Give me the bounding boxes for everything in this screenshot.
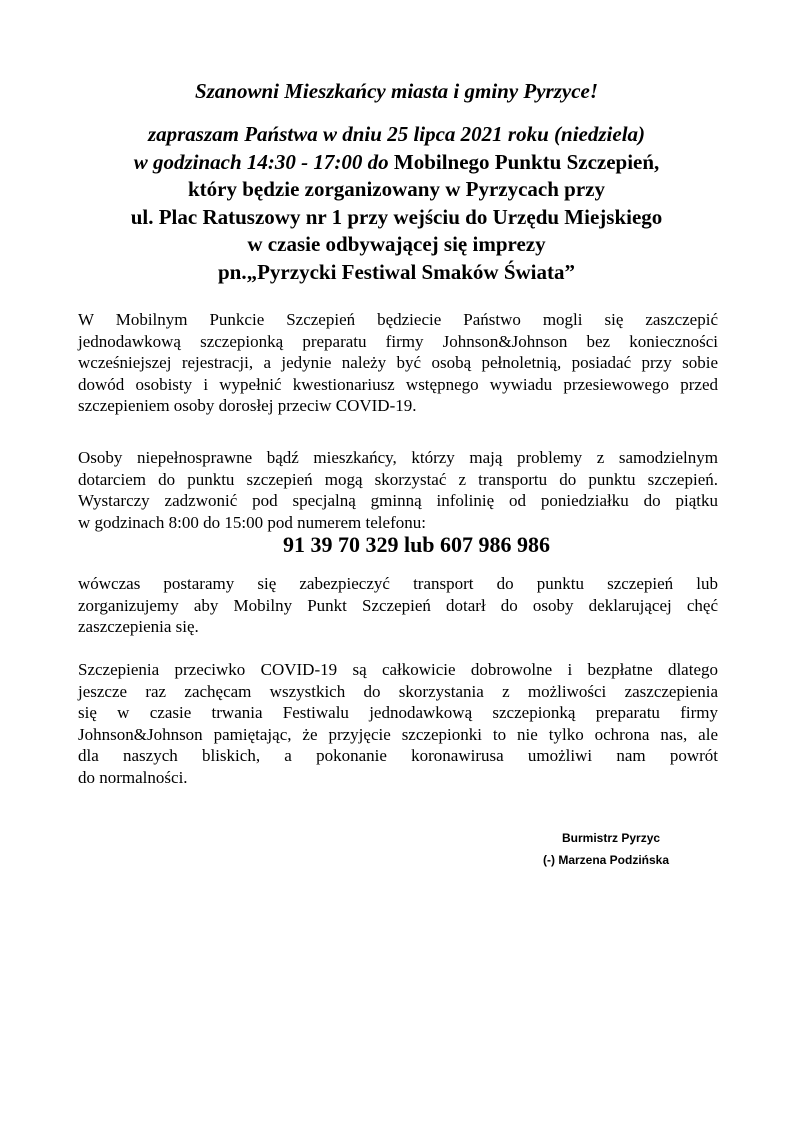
paragraph-line: Johnson&Johnson pamiętając, że przyjęcie szczepionki to nie tylko ochrona nas, ale xyxy=(78,724,718,744)
invitation-block xyxy=(0,121,793,286)
paragraph-line: zorganizujemy aby Mobilny Punkt Szczepień dotarł do osoby deklarującej chęć xyxy=(78,595,718,615)
paragraph-line: zaszczepienia się. xyxy=(78,617,199,636)
paragraph-line: dotarciem do punktu szczepień mogą skorzystać z transportu do punktu szczepień. xyxy=(78,469,718,489)
phone-numbers: 91 39 70 329 lub 607 986 986 xyxy=(282,532,551,557)
paragraph-line: jednodawkową szczepionką preparatu firmy Johnson&Johnson bez konieczności xyxy=(78,331,718,351)
signature-name: (-) Marzena Podzińska xyxy=(543,853,670,867)
paragraph-line: w godzinach 8:00 do 15:00 pod numerem telefonu: xyxy=(78,512,426,532)
paragraph-transport-info xyxy=(78,447,718,533)
invitation-text-run: ul. Plac Ratuszowy nr 1 przy wejściu do Urzędu Miejskiego xyxy=(130,204,663,229)
invitation-text-run: pn.„Pyrzycki Festiwal Smaków Świata” xyxy=(218,259,575,284)
paragraph-voluntary-vaccination xyxy=(78,659,718,788)
paragraph-line: szczepieniem osoby dorosłej przeciw COVID-19. xyxy=(78,396,417,415)
invitation-text-run: w godzinach 14:30 - 17:00 do xyxy=(133,149,394,174)
invitation-line xyxy=(0,231,793,259)
paragraph-line: Wystarczy zadzwonić pod specjalną gminną infolinię od poniedziałku do piątku xyxy=(78,491,718,510)
paragraph-line: do normalności. xyxy=(78,767,188,787)
invitation-text-run: Mobilnego Punktu Szczepień, xyxy=(393,149,660,174)
invitation-line xyxy=(0,259,793,287)
paragraph-line: się w czasie trwania Festiwalu jednodawkową szczepionką preparatu firmy xyxy=(78,703,718,722)
invitation-text-run: zapraszam Państwa w dniu 25 lipca 2021 roku (niedziela) xyxy=(147,122,646,146)
invitation-line xyxy=(0,121,793,149)
signature-title: Burmistrz Pyrzyc xyxy=(562,831,661,845)
invitation-text-run: który będzie zorganizowany w Pyrzycach przy xyxy=(188,177,605,201)
paragraph-line: Osoby niepełnosprawne bądź mieszkańcy, którzy mają problemy z samodzielnym xyxy=(78,448,718,467)
invitation-line xyxy=(0,176,793,204)
paragraph-transport-followup xyxy=(78,573,718,638)
paragraph-vaccination-info xyxy=(78,309,718,417)
greeting-heading: Szanowni Mieszkańcy miasta i gminy Pyrzyce! xyxy=(194,79,599,103)
invitation-line xyxy=(0,204,793,232)
paragraph-line: wcześniejszej rejestracji, a jedynie należy być osobą pełnoletnią, posiadać przy sobie xyxy=(78,353,718,372)
paragraph-line: wówczas postaramy się zabezpieczyć transport do punktu szczepień lub xyxy=(78,574,718,593)
invitation-line xyxy=(0,149,793,177)
paragraph-line: Szczepienia przeciwko COVID-19 są całkowicie dobrowolne i bezpłatne dlatego xyxy=(78,660,718,679)
paragraph-line: W Mobilnym Punkcie Szczepień będziecie Państwo mogli się zaszczepić xyxy=(78,310,718,329)
paragraph-line: dla naszych bliskich, a pokonanie koronawirusa umożliwi nam powrót xyxy=(78,746,718,765)
paragraph-line: dowód osobisty i wypełnić kwestionariusz wstępnego wywiadu przesiewowego przed xyxy=(78,374,718,394)
invitation-text-run: w czasie odbywającej się imprezy xyxy=(247,232,546,256)
paragraph-line: jeszcze raz zachęcam wszystkich do skorzystania z możliwości zaszczepienia xyxy=(78,681,718,701)
